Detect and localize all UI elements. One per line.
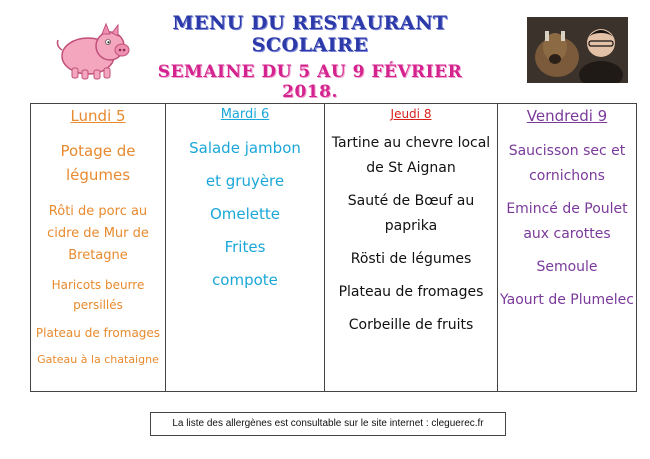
dish-item: Potage de légumes — [60, 142, 136, 184]
dish-item: Haricots beurre persillés — [51, 278, 145, 312]
dish-item: Gateau à la chataigne — [37, 353, 159, 366]
dish-item: Omelette — [209, 205, 281, 223]
dish-item: Corbeille de fruits — [348, 317, 474, 333]
photo-woman-with-goat — [527, 17, 628, 83]
dish-item: Semoule — [536, 259, 598, 275]
menu-title: MENU DU RESTAURANT SCOLAIRE — [172, 12, 448, 56]
dish-item: Plateau de fromages — [338, 284, 484, 300]
dish-item: Salade jambon — [189, 139, 301, 157]
day-column-jeudi — [325, 104, 498, 391]
day-column-mardi — [166, 104, 325, 391]
dish-item: Emincé de Poulet aux carottes — [506, 201, 628, 242]
week-subtitle: SEMAINE DU 5 AU 9 FÉVRIER 2018. — [157, 62, 463, 102]
day-heading: Vendredi 9 — [526, 107, 608, 125]
dish-item: Saucisson sec et cornichons — [508, 143, 626, 184]
dish-item: Sauté de Bœuf au paprika — [347, 193, 475, 234]
day-column-vendredi — [498, 104, 636, 391]
allergen-notice: La liste des allergènes est consultable sur le site internet : cleguerec.fr — [150, 412, 506, 436]
dish-item: Yaourt de Plumelec — [500, 292, 634, 308]
dish-item: compote — [212, 271, 278, 289]
day-heading: Lundi 5 — [70, 107, 126, 125]
dish-item: et gruyère — [205, 172, 285, 190]
day-heading: Mardi 6 — [220, 107, 270, 122]
dish-item: Rösti de légumes — [350, 251, 472, 267]
dish-item: Rôti de porc au cidre de Mur de Bretagne — [47, 204, 149, 263]
pig-illustration — [52, 20, 132, 82]
menu-table — [30, 103, 637, 392]
day-column-lundi — [31, 104, 166, 391]
dish-item: Frites — [224, 238, 266, 256]
day-heading: Jeudi 8 — [390, 107, 432, 121]
dish-item: Tartine au chevre local de St Aignan — [331, 135, 491, 176]
dish-item: Plateau de fromages — [35, 326, 161, 340]
